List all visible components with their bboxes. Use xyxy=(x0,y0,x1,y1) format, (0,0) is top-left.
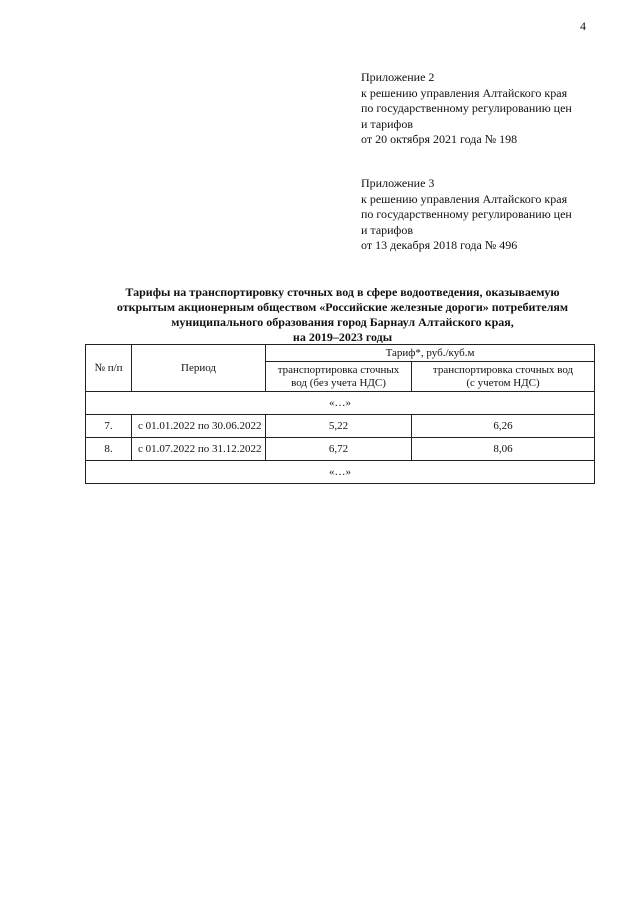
title-line: муниципального образования город Барнаул Алтайского края, xyxy=(171,315,514,329)
appendix-3-line: Приложение 3 xyxy=(361,176,435,190)
row-num: 8. xyxy=(86,438,132,461)
appendix-3-header xyxy=(361,176,572,254)
row-num: 7. xyxy=(86,415,132,438)
row-period: с 01.07.2022 по 31.12.2022 xyxy=(132,438,266,461)
table-row xyxy=(86,461,595,484)
appendix-2-line: по государственному регулированию цен xyxy=(361,101,572,115)
appendix-3-line: от 13 декабря 2018 года № 496 xyxy=(361,238,518,252)
row-period: с 01.01.2022 по 30.06.2022 xyxy=(132,415,266,438)
ellipsis-cell: «…» xyxy=(86,392,595,415)
row-tariff-with-vat: 6,26 xyxy=(412,415,595,438)
header-period: Период xyxy=(132,345,266,392)
table-header-row xyxy=(86,345,595,362)
appendix-2-line: и тарифов xyxy=(361,116,414,131)
tariff-table xyxy=(85,344,595,484)
appendix-3-line: по государственному регулированию цен xyxy=(361,207,572,221)
header-without-vat-line: транспортировка сточных xyxy=(277,363,400,376)
appendix-3-line: к решению управления Алтайского края xyxy=(361,191,568,206)
table-row xyxy=(86,415,595,438)
appendix-2-line: к решению управления Алтайского края xyxy=(361,85,568,100)
title-line: Тарифы на транспортировку сточных вод в сфере водоотведения, оказываемую xyxy=(125,285,560,299)
header-without-vat-line: вод (без учета НДС) xyxy=(291,376,386,389)
appendix-2-header xyxy=(361,70,572,148)
title-line: открытым акционерным обществом «Российские железные дороги» потребителям xyxy=(116,300,569,314)
table-row xyxy=(86,438,595,461)
row-tariff-without-vat: 5,22 xyxy=(266,415,412,438)
row-tariff-with-vat: 8,06 xyxy=(412,438,595,461)
header-with-vat-line: транспортировка сточных вод xyxy=(432,363,574,376)
header-with-vat xyxy=(412,362,595,392)
header-num: № п/п xyxy=(86,345,132,392)
appendix-2-line: от 20 октября 2021 года № 198 xyxy=(361,132,518,146)
page-number: 4 xyxy=(580,19,586,33)
header-with-vat-line: (с учетом НДС) xyxy=(466,376,540,389)
appendix-2-line: Приложение 2 xyxy=(361,70,435,84)
document-title xyxy=(90,285,595,345)
ellipsis-cell: «…» xyxy=(86,461,595,484)
title-line: на 2019–2023 годы xyxy=(292,330,393,344)
appendix-3-line: и тарифов xyxy=(361,222,414,237)
header-tariff: Тариф*, руб./куб.м xyxy=(266,345,595,362)
header-without-vat xyxy=(266,362,412,392)
row-tariff-without-vat: 6,72 xyxy=(266,438,412,461)
table-row xyxy=(86,392,595,415)
